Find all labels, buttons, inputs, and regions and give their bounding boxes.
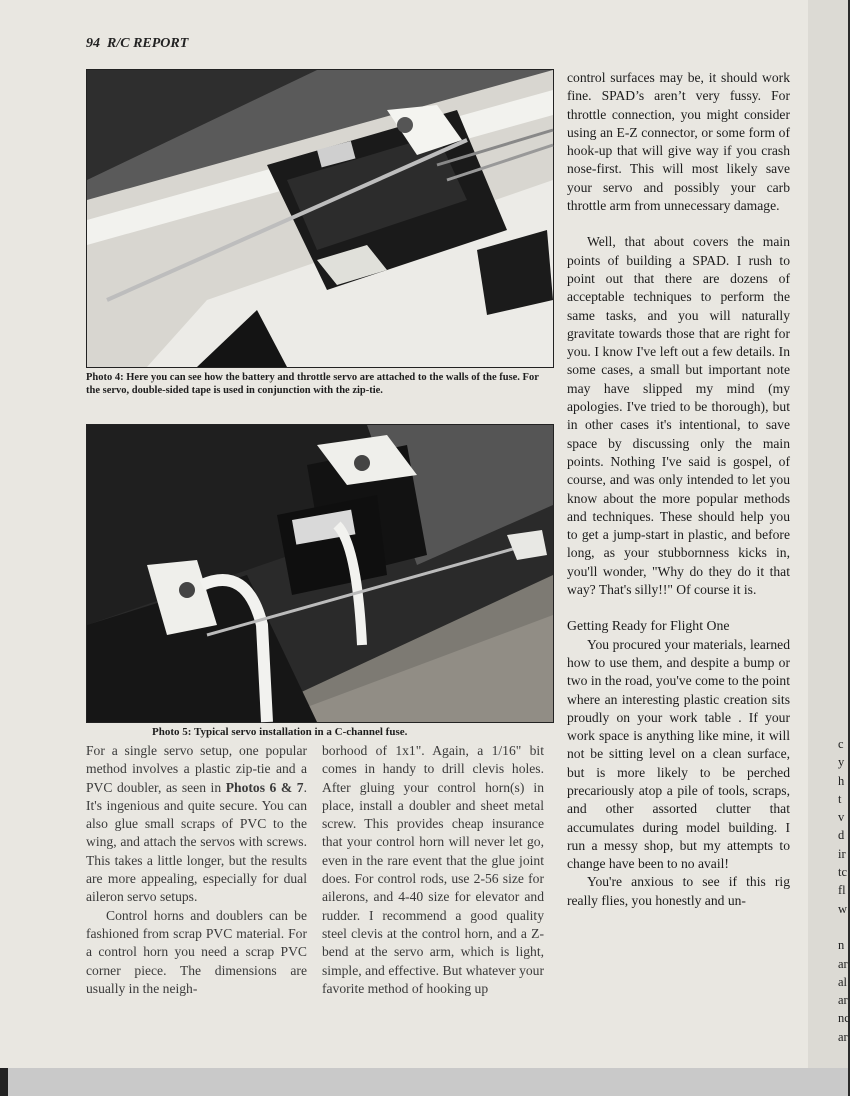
column-1: [86, 742, 307, 998]
photo-5-caption: Photo 5: Typical servo installation in a C-channel fuse.: [152, 726, 408, 738]
col1-paragraph-2: Control horns and doublers can be fashioned from scrap PVC material. For a control horn you need a scrap PVC corner piece. The dimensions are usually in the neigh-: [86, 907, 307, 996]
column-2: [322, 742, 544, 998]
col3-paragraph-3: You procured your materials, learned how to use them, and despite a bump or two in the road, you've come to the point where an interesting plastic creation sits proudly on your work table . If your work space is anything like mine, it will not be sitting level on a clean surface, but is more likely to be perched precariously atop a pile of tools, scraps, and other assorted clutter that accumulates during model building. I run a messy shop, but my attempts to change have been to no avail!: [567, 636, 790, 872]
column-3: [567, 69, 790, 910]
col3-paragraph-1: control surfaces may be, it should work fine. SPAD’s aren’t very fussy. For throttle connection, you might consider using an E-Z connector, or some form of hook-up that will give way if you crash nose-first. This will most likely save your servo and possibly your carb throttle arm from unnecessary damage.: [567, 70, 790, 214]
page-number: 94: [86, 36, 100, 51]
photo-reference: Photos 6 & 7: [225, 779, 304, 795]
col1-paragraph-1: For a single servo setup, one popular method involves a plastic zip-tie and a PVC doubler, as seen in Photos 6 & 7. It's ingenious and quite secure. You can also glue small scraps of PVC to the wing, and attach the servos with screws. This takes a little longer, but the results are more appealing, especially for dual aileron servo setups.: [86, 743, 307, 905]
section-subhead: Getting Ready for Flight One: [567, 618, 730, 634]
photo-4-caption: Photo 4: Here you can see how the battery and throttle servo are attached to the walls of the fuse. For the servo, double-sided tape is used in conjunction with the zip-tie.: [86, 372, 539, 396]
next-page-text-fragments: c y h t v d ir tc fl w n ar al ar nc ar: [838, 737, 850, 1044]
col2-paragraph-1: borhood of 1x1". Again, a 1/16" bit comes in handy to drill clevis holes. After gluing your control horn(s) in place, install a doubler and sheet metal screw. This provides cheap insurance that your control horn will never let go, even in the rare event that the glue joint does. For control rods, use 2-56 size for ailerons, and 4-40 size for elevator and rudder. I recommend a good quality steel clevis at the control horn, and a Z-bend at the servo arm, which is light, simple, and effective. But whatever your favorite method of hooking up: [322, 743, 544, 996]
magazine-title: R/C REPORT: [107, 36, 189, 51]
col3-paragraph-2: Well, that about covers the main points of building a SPAD. I rush to point out that there are dozens of acceptable techniques to perform the same tasks, and you will naturally gravitate towards those that are right for you. I know I've left out a few details. In some cases, a small but important note may have slipped my mind (my apologies. I've tried to be thorough), but in other cases it's intentional, to save space by discussing only the main points. Nothing I've said is gospel, of course, and was only intended to let you know about the more popular methods and techniques. These should help you to get a jump-start in plastic, and before long, as your stubbornness kicks in, you'll wonder, "Why do they do it that way? That's silly!!" Of course it is.: [567, 234, 790, 598]
next-page-edge: [808, 0, 848, 1068]
photo-5: [86, 424, 554, 723]
col3-paragraph-4: You're anxious to see if this rig really flies, you honestly and un-: [567, 874, 790, 908]
page-header: [86, 36, 188, 52]
scanner-bed-strip: [0, 1068, 848, 1096]
photo-4: [86, 69, 554, 368]
